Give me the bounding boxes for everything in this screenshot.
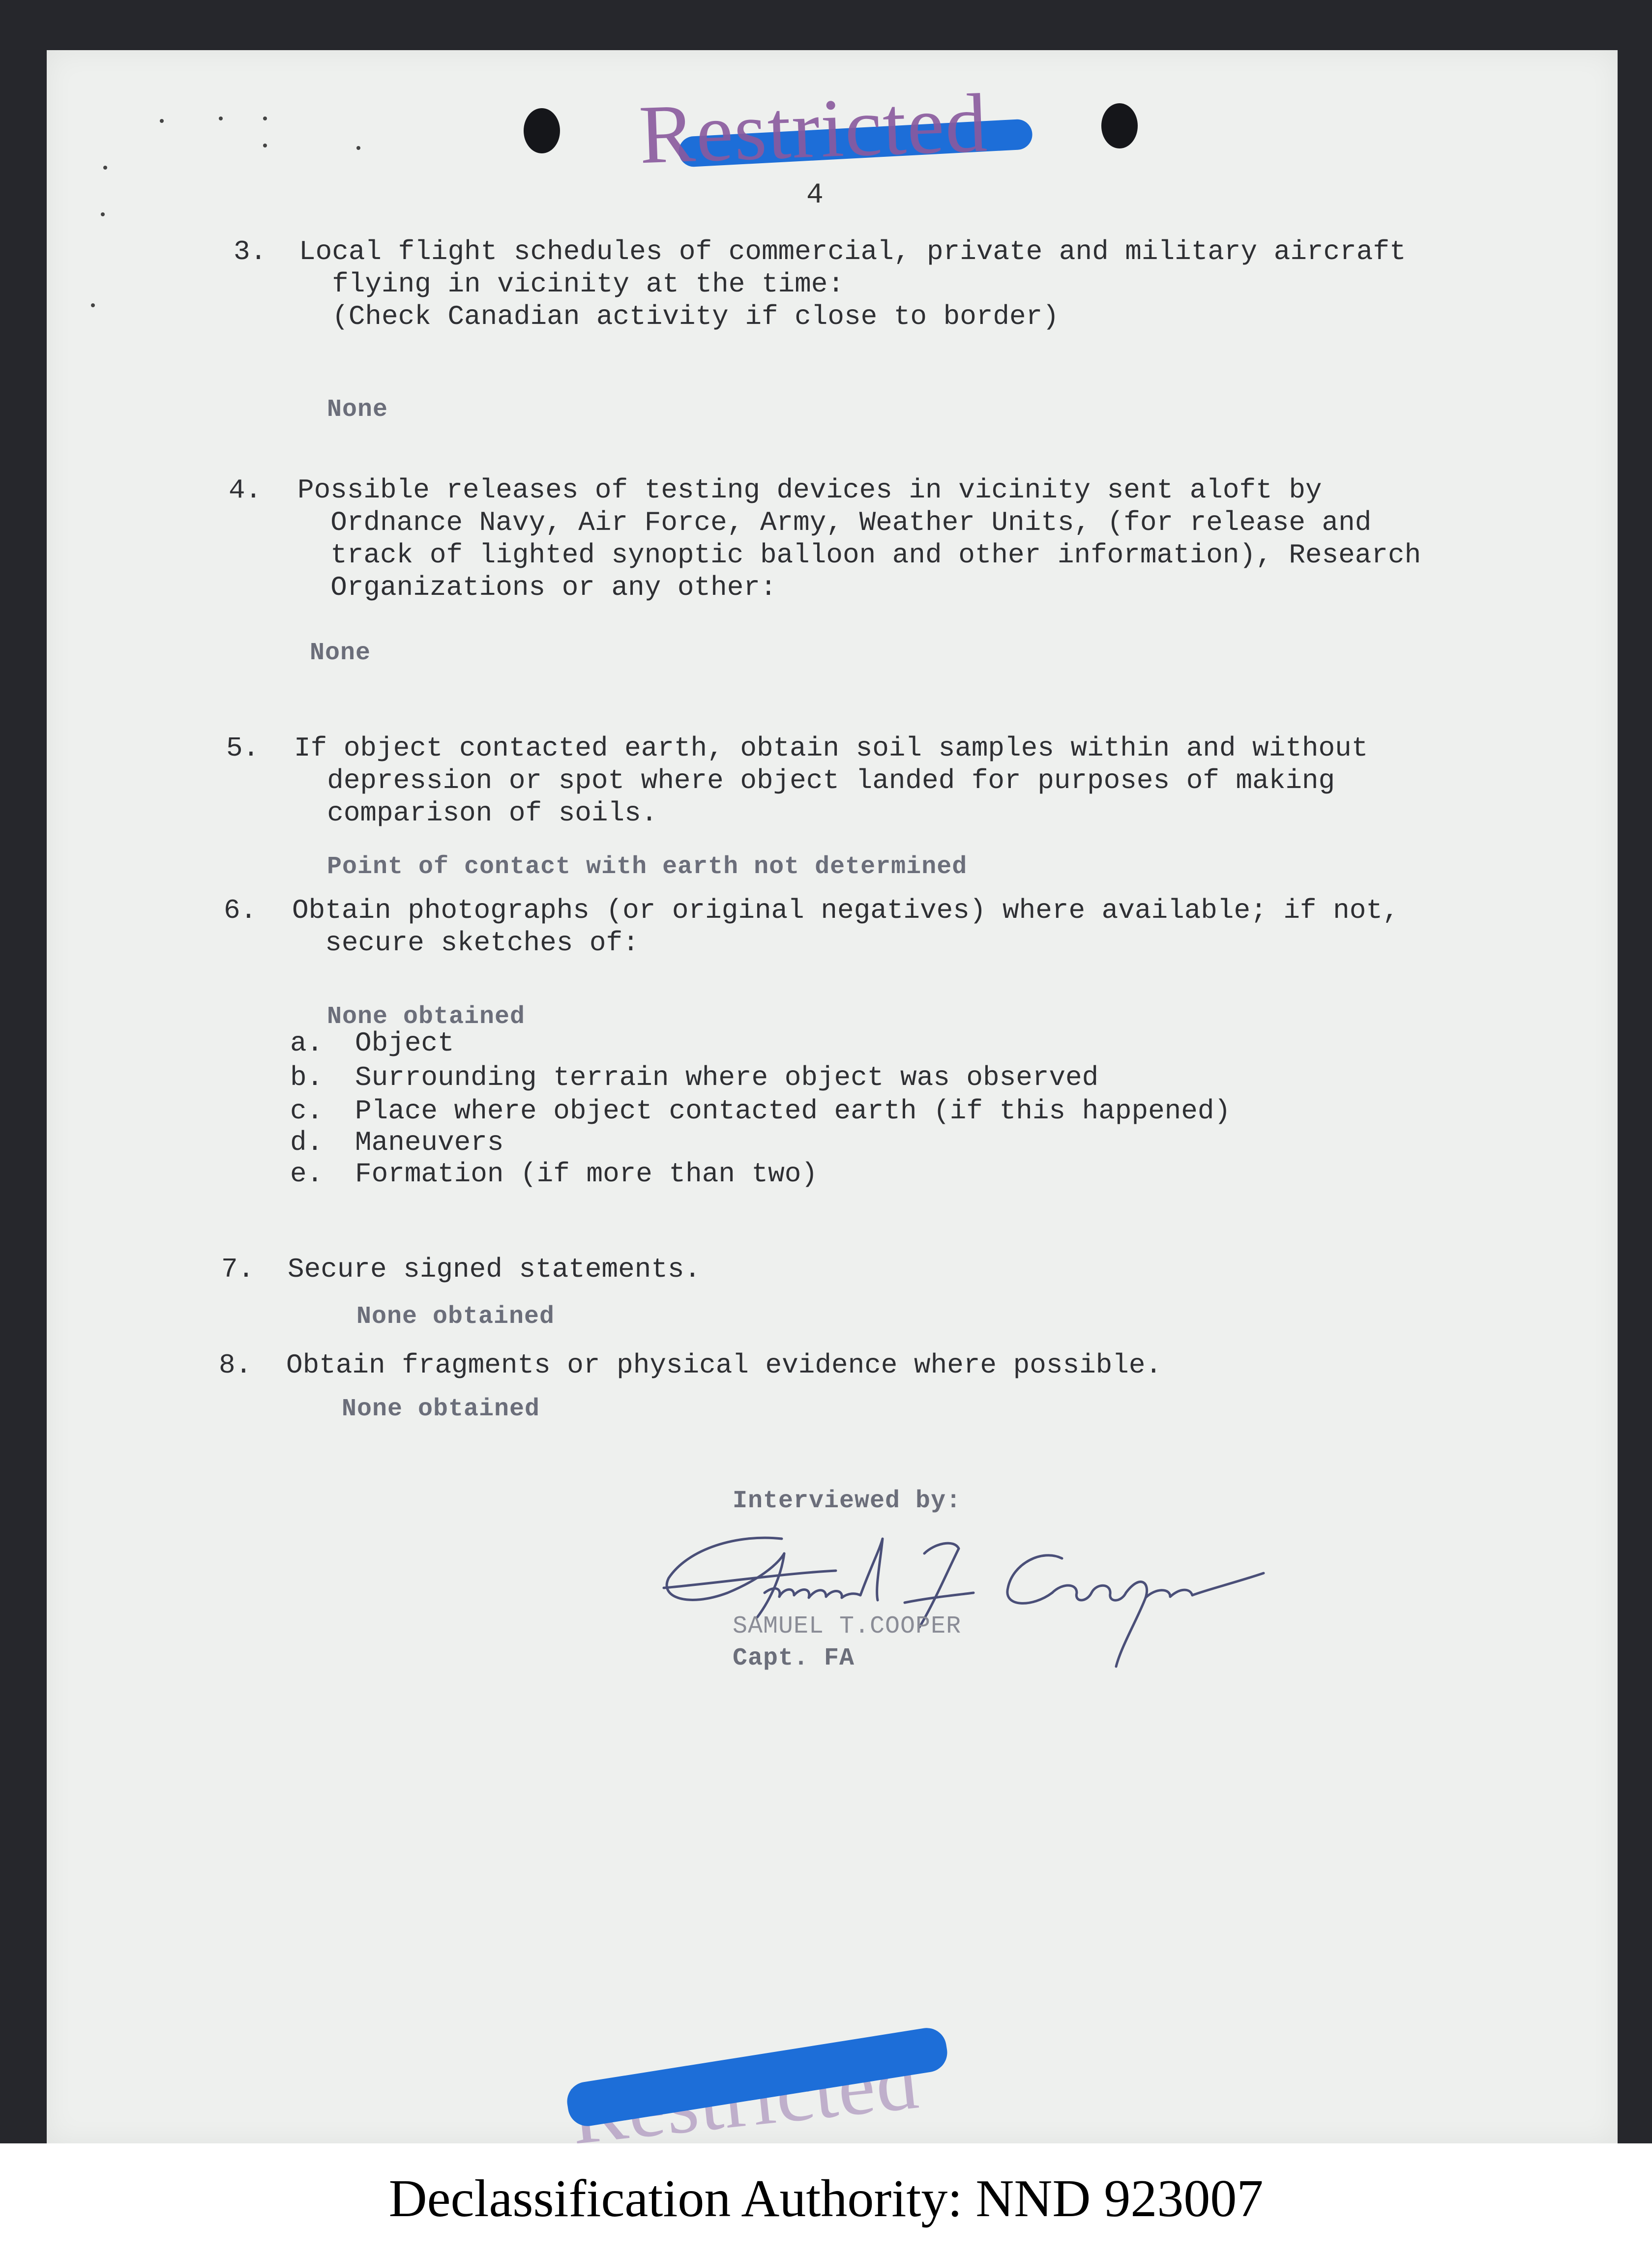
item-number: 7. [221, 1254, 255, 1285]
item-text-line: comparison of soils. [294, 797, 658, 829]
item-text-line: Obtain fragments or physical evidence where possible. [286, 1349, 1162, 1381]
paper-speck [219, 117, 223, 120]
item-answer: None obtained [327, 1003, 526, 1031]
punch-hole-left [524, 108, 560, 153]
paper-speck [103, 166, 107, 170]
item-text-line: Obtain photographs (or original negatives) where available; if not, [292, 895, 1399, 926]
item-text-line: secure sketches of: [292, 927, 639, 959]
item-answer: None obtained [342, 1395, 540, 1423]
subitem-letter: e. [290, 1158, 324, 1190]
item-text-line: Possible releases of testing devices in vicinity sent aloft by [297, 474, 1322, 506]
punch-hole-right [1101, 103, 1138, 148]
item-text-line: flying in vicinity at the time: [299, 268, 844, 300]
interviewed-by-label: Interviewed by: [733, 1487, 962, 1515]
paper-speck [356, 146, 360, 150]
subitem-letter: b. [290, 1062, 324, 1093]
item-answer: Point of contact with earth not determined [327, 853, 968, 881]
subitem-text: Formation (if more than two) [355, 1158, 818, 1190]
item-text-line: depression or spot where object landed for purposes of making [294, 765, 1335, 796]
item-text-line: (Check Canadian activity if close to border) [299, 301, 1059, 332]
item-text-line: track of lighted synoptic balloon and other information), Research [297, 539, 1421, 571]
restricted-stamp-top: Restricted [637, 76, 990, 181]
item-text-line: Organizations or any other: [297, 572, 777, 603]
declassification-authority-text: Declassification Authority: NND 923007 [388, 2169, 1264, 2228]
paper-speck [101, 212, 105, 216]
subitem-text: Maneuvers [355, 1127, 504, 1158]
page-number: 4 [806, 179, 824, 211]
item-text-line: Local flight schedules of commercial, private and military aircraft [299, 236, 1406, 267]
interviewer-rank: Capt. FA [733, 1644, 855, 1672]
item-number: 3. [234, 236, 267, 267]
item-answer: None [310, 639, 371, 667]
subitem-letter: d. [290, 1127, 324, 1158]
item-answer: None obtained [356, 1303, 555, 1331]
paper-speck [263, 144, 267, 147]
item-number: 5. [226, 732, 260, 764]
item-text-line: Ordnance Navy, Air Force, Army, Weather Units, (for release and [297, 507, 1372, 538]
subitem-text: Object [355, 1027, 454, 1059]
subitem-text: Surrounding terrain where object was observed [355, 1062, 1099, 1093]
paper-speck [91, 303, 95, 307]
item-text-line: Secure signed statements. [288, 1254, 701, 1285]
item-number: 6. [224, 895, 257, 926]
subitem-text: Place where object contacted earth (if this happened) [355, 1095, 1231, 1127]
interviewer-name: SAMUEL T.COOPER [733, 1612, 962, 1640]
subitem-letter: a. [290, 1027, 324, 1059]
subitem-letter: c. [290, 1095, 324, 1127]
paper-speck [160, 119, 164, 123]
paper-speck [263, 117, 267, 120]
declassification-footer [0, 2143, 1652, 2254]
item-number: 4. [229, 474, 262, 506]
item-answer: None [327, 396, 388, 424]
item-number: 8. [219, 1349, 252, 1381]
item-text-line: If object contacted earth, obtain soil samples within and without [294, 732, 1368, 764]
